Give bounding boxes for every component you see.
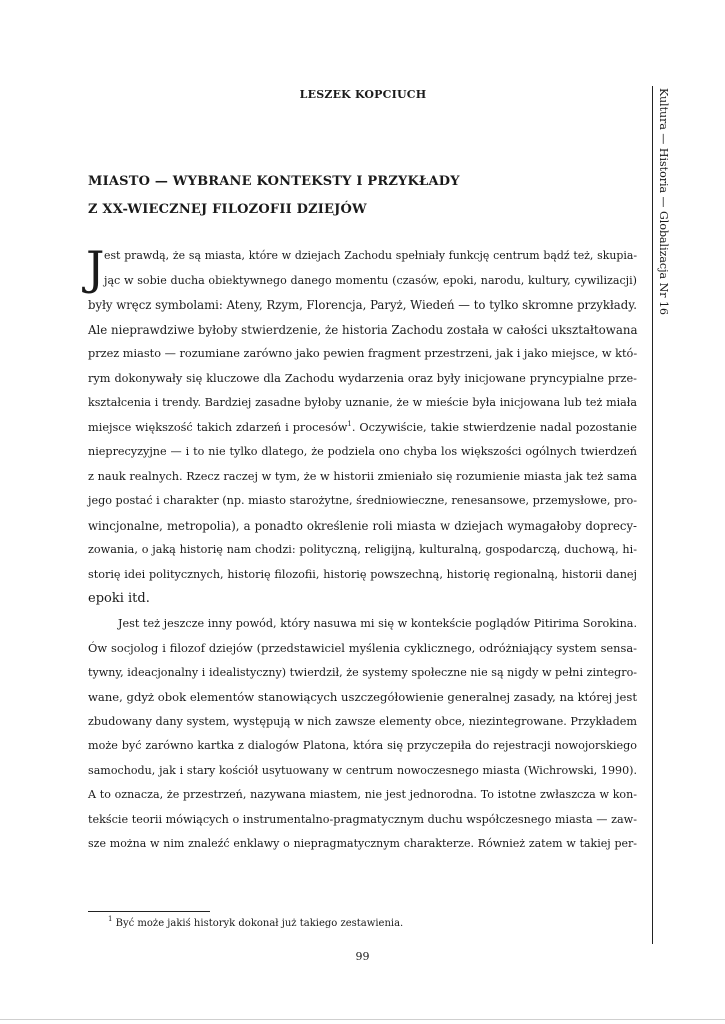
running-title: Kultura — Historia — Globalizacja Nr 16 — [657, 88, 670, 315]
text-line: tywny, ideacjonalny i idealistyczny) twierdził, że systemy społeczne nie są nigdy w pełni zintegro- — [88, 665, 637, 679]
footnote-divider — [88, 911, 210, 912]
text-line: sze można w nim znaleźć enklawy o niepragmatycznym charakterze. Również zatem w takiej per- — [88, 837, 637, 850]
title-line-2: Z XX-WIECZNEJ FILOZOFII DZIEJÓW — [88, 202, 367, 217]
text-line: Ów socjolog i filozof dziejów (przedstawiciel myślenia cyklicznego, odróżniający system sensa- — [88, 641, 637, 655]
title-line-1: MIASTO — WYBRANE KONTEKSTY I PRZYKŁADY — [88, 174, 460, 189]
text-line: nieprecyzyjne — i to nie tylko dlatego, że podziela ono chyba los większości ogólnych twierdzeń — [88, 445, 637, 458]
footnote-text: Być może jakiś historyk dokonał już takiego zestawienia. — [112, 918, 404, 929]
text-line: tekście teorii mówiących o instrumentalno-pragmatycznym duchu współczesnego miasta — zaw- — [88, 812, 637, 826]
text-line: est prawdą, że są miasta, które w dziejach Zachodu spełniały funkcję centrum bądź też, skupia- — [104, 249, 637, 262]
text-line: były wręcz symbolami: Ateny, Rzym, Florencja, Paryż, Wiedeń — to tylko skromne przykłady. — [88, 298, 637, 312]
text-line: rym dokonywały się kluczowe dla Zachodu wydarzenia oraz były inicjowane pryncypialne prze- — [88, 371, 637, 385]
text-line: kształcenia i trendy. Bardziej zasadne byłoby uznanie, że w mieście była inicjowana lub też miała — [88, 396, 637, 409]
text-line: z nauk realnych. Rzecz raczej w tym, że w historii zmieniało się rozumienie miasta jak też sama — [88, 469, 637, 483]
paragraph-1 — [86, 241, 638, 612]
page-number: 99 — [355, 950, 370, 963]
text-line: Ale nieprawdziwe byłoby stwierdzenie, że historia Zachodu została w całości ukształtowana — [88, 322, 638, 337]
text-line: wane, gdyż obok elementów stanowiących uszczegółowienie generalnej zasady, na której jest — [88, 690, 637, 704]
text-line: zowania, o jaką historię nam chodzi: polityczną, religijną, kulturalną, gospodarczą, duchową, hi- — [88, 543, 637, 556]
text-line: A to oznacza, że przestrzeń, nazywana miastem, nie jest jednorodna. To istotne zwłaszcza w kon- — [88, 788, 637, 801]
text-line: samochodu, jak i stary kościół usytuowany w centrum nowoczesnego miasta (Wichrowski, 1990). — [88, 763, 637, 777]
text-line: jąc w sobie ducha obiektywnego danego momentu (czasów, epoki, narodu, kultury, cywilizacji) — [104, 273, 637, 287]
article-title — [88, 168, 638, 224]
footnote-reference[interactable]: 1 — [347, 419, 352, 428]
author-name: LESZEK KOPCIUCH — [299, 88, 427, 101]
text-line: przez miasto — rozumiane zarówno jako pewien fragment przestrzeni, jak i jako miejsce, w któ- — [88, 347, 638, 360]
text-line: jego postać i charakter (np. miasto starożytne, średniowieczne, renesansowe, przemysłowe, pro- — [88, 494, 637, 507]
article-body — [86, 241, 638, 857]
footnote — [108, 917, 403, 931]
side-divider — [652, 86, 653, 944]
text-line: zbudowany dany system, występują w nich zawsze elementy obce, niezintegrowane. Przykładem — [88, 714, 637, 728]
text-line: epoki itd. — [88, 591, 150, 606]
text-segment: miejsce większość takich zdarzeń i procesów — [88, 420, 348, 434]
text-line: Jest też jeszcze inny powód, który nasuwa mi się w kontekście poglądów Pitirima Sorokina. — [118, 616, 637, 630]
text-line: wincjonalne, metropolia), a ponadto określenie roli miasta w dziejach wymagałoby doprecy- — [88, 518, 637, 533]
drop-cap: J — [86, 241, 105, 295]
text-segment: . Oczywiście, takie stwierdzenie nadal pozostanie — [351, 420, 637, 434]
page-bottom-edge — [0, 1019, 725, 1020]
text-line: storię idei politycznych, historię filozofii, historię powszechną, historię regionalną, historii danej — [88, 567, 637, 581]
text-line: może być zarówno kartka z dialogów Platona, która się przyczepiła do rejestracji nowojorskiego — [88, 739, 637, 752]
text-line-with-footnote — [88, 416, 637, 441]
footnote-mark: 1 — [108, 915, 113, 923]
paragraph-2 — [88, 612, 637, 857]
